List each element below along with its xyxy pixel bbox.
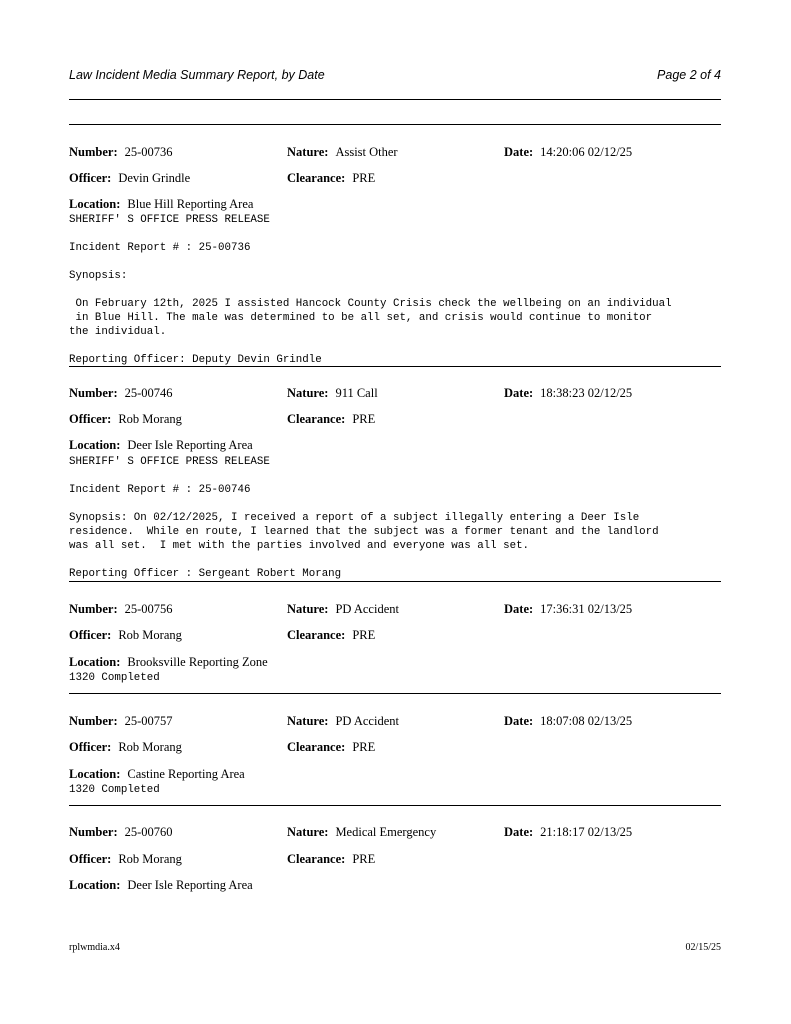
officer-field bbox=[69, 412, 182, 427]
clearance-field bbox=[287, 740, 375, 755]
date-value: 18:07:08 02/13/25 bbox=[540, 714, 633, 728]
officer-label: Officer: bbox=[69, 740, 112, 754]
location-field bbox=[69, 438, 253, 453]
nature-field bbox=[287, 714, 399, 729]
number-field bbox=[69, 602, 173, 617]
nature-label: Nature: bbox=[287, 386, 329, 400]
location-label: Location: bbox=[69, 767, 121, 781]
number-value: 25-00756 bbox=[124, 602, 173, 616]
clearance-value: PRE bbox=[352, 171, 376, 185]
number-value: 25-00736 bbox=[124, 145, 173, 159]
clearance-label: Clearance: bbox=[287, 852, 346, 866]
officer-value: Rob Morang bbox=[118, 852, 182, 866]
officer-label: Officer: bbox=[69, 852, 112, 866]
clearance-field bbox=[287, 628, 375, 643]
nature-field bbox=[287, 602, 399, 617]
location-value: Blue Hill Reporting Area bbox=[127, 197, 254, 211]
clearance-label: Clearance: bbox=[287, 628, 346, 642]
number-label: Number: bbox=[69, 386, 118, 400]
date-value: 14:20:06 02/12/25 bbox=[540, 145, 633, 159]
number-field bbox=[69, 714, 173, 729]
nature-label: Nature: bbox=[287, 714, 329, 728]
location-value: Brooksville Reporting Zone bbox=[127, 655, 268, 669]
clearance-value: PRE bbox=[352, 740, 376, 754]
record-divider bbox=[69, 805, 721, 806]
officer-field bbox=[69, 171, 190, 186]
number-value: 25-00760 bbox=[124, 825, 173, 839]
officer-label: Officer: bbox=[69, 171, 112, 185]
location-field bbox=[69, 197, 253, 212]
record-divider bbox=[69, 366, 721, 367]
clearance-field bbox=[287, 412, 375, 427]
clearance-label: Clearance: bbox=[287, 171, 346, 185]
location-field bbox=[69, 878, 253, 893]
date-value: 17:36:31 02/13/25 bbox=[540, 602, 633, 616]
number-label: Number: bbox=[69, 714, 118, 728]
date-value: 18:38:23 02/12/25 bbox=[540, 386, 633, 400]
clearance-field bbox=[287, 171, 375, 186]
number-label: Number: bbox=[69, 602, 118, 616]
nature-label: Nature: bbox=[287, 825, 329, 839]
narrative-text: 1320 Completed bbox=[69, 672, 160, 684]
officer-value: Rob Morang bbox=[118, 412, 182, 426]
nature-value: PD Accident bbox=[335, 602, 399, 616]
nature-value: PD Accident bbox=[335, 714, 399, 728]
report-header bbox=[69, 68, 721, 86]
location-value: Deer Isle Reporting Area bbox=[127, 878, 253, 892]
officer-label: Officer: bbox=[69, 628, 112, 642]
date-field bbox=[504, 825, 632, 840]
clearance-field bbox=[287, 852, 375, 867]
officer-value: Rob Morang bbox=[118, 628, 182, 642]
narrative-text: SHERIFF' S OFFICE PRESS RELEASE Incident Report # : 25-00736 Synopsis: On February 12th, 2025 I assisted Hancock County Crisis check the wellbeing on an individual in Blue Hill. The male was determined to be all set, and crisis would continue to monitor the individual. Reporting Officer: Deputy Devin Grindle bbox=[69, 214, 672, 366]
location-value: Deer Isle Reporting Area bbox=[127, 438, 253, 452]
nature-label: Nature: bbox=[287, 602, 329, 616]
officer-field bbox=[69, 628, 182, 643]
location-label: Location: bbox=[69, 878, 121, 892]
number-value: 25-00757 bbox=[124, 714, 173, 728]
nature-value: Assist Other bbox=[335, 145, 398, 159]
date-label: Date: bbox=[504, 145, 534, 159]
number-field bbox=[69, 386, 173, 401]
header-divider bbox=[69, 99, 721, 100]
officer-field bbox=[69, 740, 182, 755]
date-field bbox=[504, 602, 632, 617]
clearance-value: PRE bbox=[352, 628, 376, 642]
number-label: Number: bbox=[69, 145, 118, 159]
clearance-value: PRE bbox=[352, 412, 376, 426]
clearance-value: PRE bbox=[352, 852, 376, 866]
footer-report-code: rplwmdia.x4 bbox=[69, 942, 120, 953]
officer-label: Officer: bbox=[69, 412, 112, 426]
date-label: Date: bbox=[504, 825, 534, 839]
clearance-label: Clearance: bbox=[287, 412, 346, 426]
location-label: Location: bbox=[69, 655, 121, 669]
nature-field bbox=[287, 386, 378, 401]
date-field bbox=[504, 145, 632, 160]
location-field bbox=[69, 655, 268, 670]
officer-value: Devin Grindle bbox=[118, 171, 191, 185]
report-title: Law Incident Media Summary Report, by Date bbox=[69, 68, 325, 82]
date-field bbox=[504, 386, 632, 401]
number-label: Number: bbox=[69, 825, 118, 839]
header-divider bbox=[69, 124, 721, 125]
narrative-text: SHERIFF' S OFFICE PRESS RELEASE Incident Report # : 25-00746 Synopsis: On 02/12/2025, I received a report of a subject illegally entering a Deer Isle residence. While en route, I learned that the subject was a former tenant and the landlord was all set. I met with the parties involved and everyone was all set. Reporting Officer : Sergeant Robert Morang bbox=[69, 456, 659, 580]
date-label: Date: bbox=[504, 714, 534, 728]
officer-field bbox=[69, 852, 182, 867]
footer-print-date: 02/15/25 bbox=[685, 942, 721, 953]
page-number: Page 2 of 4 bbox=[657, 68, 721, 82]
date-label: Date: bbox=[504, 386, 534, 400]
record-divider bbox=[69, 581, 721, 582]
record-divider bbox=[69, 693, 721, 694]
officer-value: Rob Morang bbox=[118, 740, 182, 754]
date-value: 21:18:17 02/13/25 bbox=[540, 825, 633, 839]
nature-field bbox=[287, 825, 436, 840]
date-field bbox=[504, 714, 632, 729]
nature-field bbox=[287, 145, 398, 160]
nature-label: Nature: bbox=[287, 145, 329, 159]
location-field bbox=[69, 767, 245, 782]
number-field bbox=[69, 145, 173, 160]
nature-value: 911 Call bbox=[335, 386, 378, 400]
number-field bbox=[69, 825, 173, 840]
location-label: Location: bbox=[69, 438, 121, 452]
location-label: Location: bbox=[69, 197, 121, 211]
location-value: Castine Reporting Area bbox=[127, 767, 245, 781]
date-label: Date: bbox=[504, 602, 534, 616]
nature-value: Medical Emergency bbox=[335, 825, 437, 839]
narrative-text: 1320 Completed bbox=[69, 784, 160, 796]
number-value: 25-00746 bbox=[124, 386, 173, 400]
clearance-label: Clearance: bbox=[287, 740, 346, 754]
